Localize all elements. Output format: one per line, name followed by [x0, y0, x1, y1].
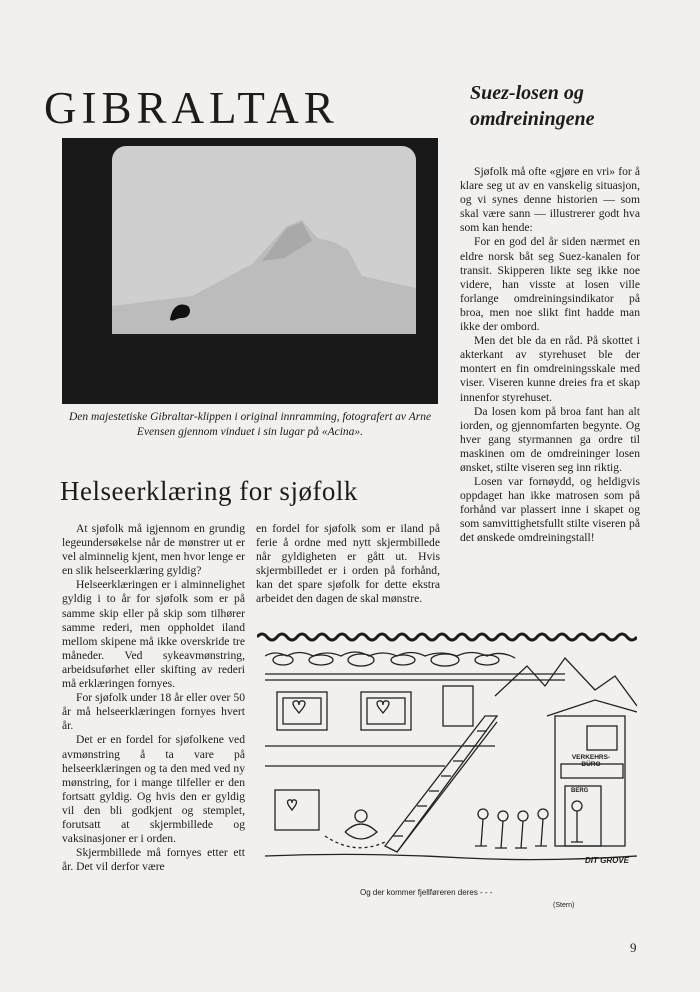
paragraph: Det er en fordel for sjøfolkene ved avmønstring å ta vare på helseerklæringen og ta den med ved ny mønstring, for i mange tilfeller er den fortsatt gyldig. Og hvis den er gyldig vil den bli godkjent og stemplet, forutsatt at skjermbillede og vaksinasjoner er i orden.: [62, 733, 245, 846]
office-sign: VERKEHRS-BÜRO: [571, 754, 611, 768]
paragraph: en fordel for sjøfolk som er iland på ferie å ordne med nytt skjermbillede når gyldigheten er gått ut. Hvis skjermbilledet er i orden på forhånd, kan det spare sjøfolk for dette ekstra arbeidet den dagen de skal mønstre.: [256, 522, 440, 606]
photo-caption: Den majestetiske Gibraltar-klippen i original innramming, fotografert av Arne Evensen gjennom vinduet i sin lugar på «Acina».: [68, 411, 432, 438]
suez-heading-line1: Suez-losen og: [470, 82, 584, 104]
health-article-column-1: [62, 522, 245, 874]
rock-silhouette: [112, 146, 416, 334]
suez-article-body: [460, 165, 640, 546]
suez-heading-line2: omdreiningene: [470, 108, 595, 130]
paragraph: Helseerklæringen er i alminnelighet gyldig i to år for sjøfolk som er på samme skip eller på skip som tilhører samme rederi, men oppholdet iland mellom skipene må ikke overskride tre måneder. Ved sykeavmønstring, arbeidsuførhet eller skifting av rederi må erklæringen fornyes.: [62, 578, 245, 691]
health-article-column-2: [256, 522, 440, 607]
paragraph: Men det ble da en råd. På skottet i akterkant av styrehuset ble der montert en fin omdreiningsskale med viser. Viseren kunne dreies fra et skap innenfor styrehuset.: [460, 334, 640, 404]
cartoon-illustration: [265, 646, 637, 886]
page-number: 9: [630, 940, 637, 955]
cartoon-caption: Og der kommer fjellføreren deres - - -: [360, 888, 493, 897]
paragraph: At sjøfolk må igjennom en grundig legeundersøkelse når de mønstrer ut er vel alminnelig kjent, men hvor lenge er en slik helseerklæring gyldig?: [62, 522, 245, 578]
paragraph: For en god del år siden nærmet en eldre norsk båt seg Suez-kanalen for transit. Skipperen likte seg ikke noe videre, han visste at losen ville forlange omdreiningsindikator på broa, men noe slikt fint hadde man ikke der ombord.: [460, 235, 640, 334]
window-latch-icon: [162, 294, 202, 326]
page-title: GIBRALTAR: [44, 83, 339, 133]
paragraph: Sjøfolk må ofte «gjøre en vri» for å klare seg ut av en vanskelig situasjon, og vi synes denne historien — som skal være sann — illustrerer godt hva som kan hende:: [460, 165, 640, 235]
health-article-heading: Helseerklæring for sjøfolk: [60, 476, 358, 506]
paragraph: Losen var fornøydd, og heldigvis oppdaget han ikke matrosen som på forhånd var plassert inne i skapet og som samvittighetsfullt stilte viseren på det ønskede omdreiningstall!: [460, 475, 640, 545]
paragraph: Skjermbillede må fornyes etter ett år. Det vil derfor være: [62, 846, 245, 874]
wavy-divider: [257, 630, 637, 644]
door-sign: BERG: [571, 788, 589, 794]
paragraph: Da losen kom på broa fant han alt iorden, og gjennomfarten begynte. Og hver gang styrmannen ga ordre til maskinen om de omdreininger losen ønsket, stilte viseren seg inn riktig.: [460, 404, 640, 474]
suez-article-heading: [470, 80, 670, 132]
porthole-window: [112, 146, 416, 334]
gibraltar-photo: [62, 138, 438, 404]
paragraph: For sjøfolk under 18 år eller over 50 år må helseerklæringen fornyes hvert år.: [62, 691, 245, 733]
cartoon-credit: (Stern): [553, 902, 575, 909]
cartoon-signature: DIT GROVE: [585, 856, 630, 865]
